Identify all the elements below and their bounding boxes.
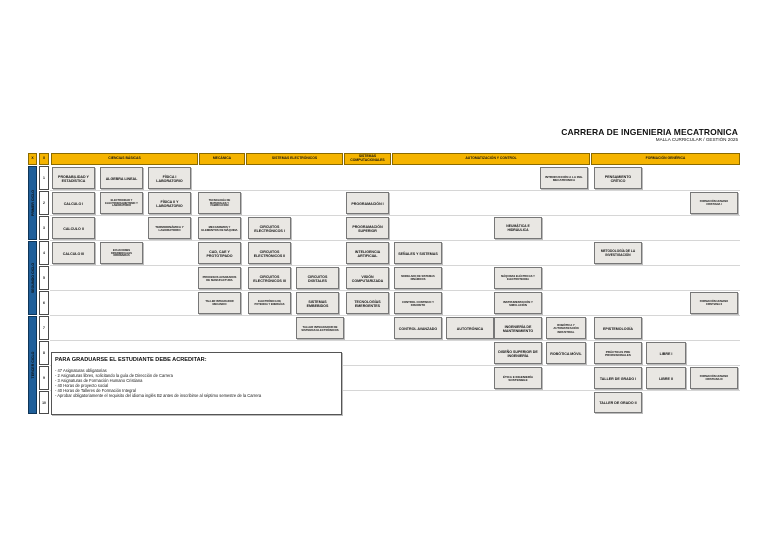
course-card — [198, 242, 241, 264]
course-prereq-mark — [595, 386, 641, 389]
course-card — [494, 342, 542, 364]
course-card — [296, 267, 339, 289]
course-prereq-mark — [395, 336, 441, 339]
course-name: PROGRAMACIÓN SUPERIOR — [352, 224, 383, 233]
course-prereq-mark — [347, 261, 388, 264]
year-label: TERCER CICLO — [30, 351, 35, 379]
course-card — [646, 367, 686, 389]
course-card — [296, 317, 344, 339]
course-name: CIRCUITOS ELECTRÓNICOS I — [254, 224, 285, 233]
course-card — [198, 192, 241, 214]
course-card — [690, 367, 738, 389]
course-name: CIRCUITOS DIGITALES — [307, 274, 328, 283]
course-prereq-mark — [347, 236, 388, 239]
course-card — [646, 342, 686, 364]
course-prereq-mark — [495, 311, 541, 314]
course-prereq-mark — [249, 236, 290, 239]
course-card — [494, 317, 542, 339]
course-card — [594, 367, 642, 389]
requirement-line: - 40 Horas de proyecto social — [55, 383, 109, 389]
course-card — [148, 167, 191, 189]
course-prereq-mark — [101, 186, 142, 189]
course-name: TERMODINÁMICA Y LABORATORIO — [155, 224, 184, 232]
course-card — [248, 242, 291, 264]
course-prereq-mark — [595, 361, 641, 364]
course-prereq-mark — [395, 286, 441, 289]
course-name: CALCULO III — [62, 251, 85, 256]
semester-number: 2 — [39, 191, 49, 215]
course-prereq-mark — [691, 386, 737, 389]
course-card — [594, 392, 642, 413]
course-name: MODELADO DE SISTEMAS DINÁMICOS — [401, 275, 435, 281]
course-name: FÍSICA II Y LABORATORIO — [156, 199, 183, 208]
course-prereq-mark — [595, 186, 641, 189]
course-name: FORMACIÓN HUMANO CRISTIANA III — [699, 375, 729, 381]
course-name: VISIÓN COMPUTARIZADA — [351, 274, 384, 283]
course-card — [52, 167, 95, 189]
course-name: AUTOTRÓNICA — [456, 326, 484, 331]
course-prereq-mark — [199, 311, 240, 314]
course-card — [494, 367, 542, 389]
course-name: PENSAMIENTO CRÍTICO — [604, 174, 632, 183]
course-name: FORMACIÓN HUMANO CRISTIANA I — [699, 200, 729, 206]
course-card — [148, 217, 191, 239]
semester-number: 10 — [39, 391, 49, 414]
course-name: FORMACIÓN HUMANO CRISTIANA II — [699, 300, 729, 306]
category-header: MECÁNICA — [199, 153, 245, 165]
course-prereq-mark — [541, 186, 587, 189]
course-card — [594, 167, 642, 189]
year-label: PRIMER CICLO — [30, 189, 35, 217]
course-prereq-mark — [395, 261, 441, 264]
course-card — [100, 192, 143, 214]
course-name: ÉTICA E INGENIERÍA SOSTENIBLE — [502, 374, 534, 382]
course-prereq-mark — [149, 186, 190, 189]
course-card — [148, 192, 191, 214]
course-prereq-mark — [53, 211, 94, 214]
course-name: INTRODUCCIÓN A LA ING. MECATRONICA — [545, 174, 583, 182]
course-name: TECNOLOGÍA DE MATERIALES Y FABRICACIÓN — [208, 198, 231, 208]
course-card — [346, 217, 389, 239]
course-name: TALLER INTEGRADOR DE SISTEMAS ELECTRÓNICOS — [301, 324, 339, 332]
course-name: CIRCUITOS ELECTRÓNICOS II — [253, 249, 286, 258]
course-card — [346, 192, 389, 214]
requirement-line: - Aprobar obligatoriamente el requisito del idioma inglés B2 antes de inscribirse al séptimo semestre de la Carrera — [55, 393, 262, 399]
course-card — [494, 292, 542, 314]
course-prereq-mark — [495, 386, 541, 389]
course-name: PROBABILIDAD Y ESTADÍSTICA — [58, 174, 89, 183]
row-divider — [50, 215, 740, 216]
year-label: SEGUNDO CICLO — [30, 262, 35, 294]
course-prereq-mark — [595, 336, 641, 339]
course-card — [52, 192, 95, 214]
year-block — [28, 316, 37, 414]
year-block — [28, 241, 37, 315]
course-card — [100, 167, 143, 189]
course-name: CAD, CAE Y PROTOTIPADO — [206, 249, 233, 258]
corner-cell-left: X — [28, 153, 37, 165]
corner-cell-right: X — [39, 153, 49, 165]
course-prereq-mark — [199, 261, 240, 264]
course-prereq-mark — [347, 286, 388, 289]
course-name: METODOLOGÍA DE LA INVESTIGACIÓN — [600, 249, 636, 257]
course-name: LIBRE II — [659, 376, 673, 381]
course-name: ELECTRICIDAD Y ELECTROMAGNETISMO Y LABORATORIO — [105, 198, 138, 208]
course-name: CONTROL AVANZADO — [398, 326, 438, 331]
course-prereq-mark — [297, 336, 343, 339]
course-prereq-mark — [447, 336, 493, 339]
course-prereq-mark — [495, 286, 541, 289]
course-card — [690, 192, 738, 214]
course-name: TALLER DE GRADO I — [599, 376, 637, 381]
row-divider — [50, 315, 740, 316]
course-name: ALGEBRA LINEAL — [105, 176, 138, 181]
row-divider — [50, 290, 740, 291]
course-card — [198, 292, 241, 314]
course-name: TECNOLOGÍAS EMERGENTES — [354, 299, 381, 308]
course-prereq-mark — [297, 286, 338, 289]
course-prereq-mark — [495, 236, 541, 239]
course-prereq-mark — [595, 261, 641, 264]
course-card — [346, 292, 389, 314]
course-prereq-mark — [149, 236, 190, 239]
course-prereq-mark — [595, 410, 641, 413]
course-card — [394, 242, 442, 264]
course-name: MÁQUINAS ELÉCTRICAS Y ELECTROTECNIA — [501, 275, 535, 281]
course-prereq-mark — [199, 211, 240, 214]
course-prereq-mark — [149, 211, 190, 214]
course-name: NEUMÁTICA E HIDRÁULICA — [506, 224, 530, 232]
course-name: ROBÓTICA Y AUTOMATIZACIÓN INDUSTRIAL — [553, 323, 579, 334]
course-name: ROBÓTICA MÓVIL — [550, 351, 582, 356]
course-prereq-mark — [297, 311, 338, 314]
requirement-line: - 3 Asignaturas de Formación Humano Cristiana — [55, 378, 143, 384]
category-header: SISTEMAS COMPUTACIONALES — [344, 153, 391, 165]
category-header: FORMACIÓN GENÉRICA — [591, 153, 740, 165]
course-card — [494, 217, 542, 239]
course-name: INSTRUMENTACIÓN Y SIMULACIÓN — [503, 299, 533, 307]
course-card — [446, 317, 494, 339]
course-card — [346, 267, 389, 289]
semester-number: 1 — [39, 166, 49, 190]
course-name: PRÁCTICAS PRE PROFESIONALES — [605, 349, 631, 357]
course-prereq-mark — [647, 361, 685, 364]
semester-number: 8 — [39, 341, 49, 365]
course-prereq-mark — [53, 236, 94, 239]
course-name: DISEÑO SUPERIOR DE INGENIERÍA — [498, 349, 538, 358]
course-name: FÍSICA I LABORATORIO — [156, 174, 183, 183]
course-prereq-mark — [547, 336, 585, 339]
course-name: SEÑALES Y SISTEMAS — [398, 251, 438, 256]
course-card — [594, 342, 642, 364]
course-card — [346, 242, 389, 264]
course-card — [296, 292, 339, 314]
course-name: INTELIGENCIA ARTIFICIAL — [354, 249, 381, 258]
course-card — [546, 317, 586, 339]
course-prereq-mark — [347, 211, 388, 214]
course-name: PROCESOS AVANZADOS DE MANUFACTURA — [202, 274, 237, 282]
category-header: AUTOMATIZACIÓN Y CONTROL — [392, 153, 590, 165]
course-prereq-mark — [395, 311, 441, 314]
course-name: CIRCUITOS ELECTRÓNICOS III — [253, 274, 286, 283]
course-prereq-mark — [691, 211, 737, 214]
course-card — [248, 292, 291, 314]
requirement-line: - 40 Horas de Talleres de Formación Integral — [55, 388, 136, 394]
course-prereq-mark — [547, 361, 585, 364]
semester-number: 6 — [39, 291, 49, 315]
course-card — [52, 217, 95, 239]
course-name: EPISTEMOLOGÍA — [603, 326, 633, 331]
course-card — [540, 167, 588, 189]
graduation-requirements — [51, 352, 342, 415]
requirement-line: - 47 Asignaturas obligatorias — [55, 368, 107, 373]
course-card — [248, 217, 291, 239]
course-prereq-mark — [347, 311, 388, 314]
course-name: ELECTRÓNICA DE POTENCIA Y ENERGÍAS — [254, 300, 285, 306]
course-prereq-mark — [199, 236, 240, 239]
course-prereq-mark — [101, 211, 142, 214]
year-block — [28, 166, 37, 240]
course-card — [52, 242, 95, 264]
semester-number: 4 — [39, 241, 49, 265]
course-card — [198, 217, 241, 239]
course-name: TALLER DE GRADO II — [599, 401, 637, 406]
course-prereq-mark — [101, 261, 142, 264]
course-name: MECANISMOS Y ELEMENTOS DE MÁQUINA — [201, 224, 238, 232]
semester-number: 9 — [39, 366, 49, 390]
course-name: LIBRE I — [659, 351, 673, 356]
course-card — [394, 317, 442, 339]
course-card — [594, 317, 642, 339]
course-card — [394, 267, 442, 289]
course-card — [494, 267, 542, 289]
course-card — [546, 342, 586, 364]
page-subtitle: MALLA CURRICULAR / GESTIÓN 2025 — [655, 137, 738, 142]
requirement-line: - 2 Asignaturas libres, solicitando la guía de Dirección de Carrera — [55, 373, 173, 379]
course-name: PROGRAMACIÓN I — [351, 201, 384, 206]
course-name: CALCULO II — [63, 226, 84, 231]
course-name: SISTEMAS EMBEBIDOS — [306, 299, 329, 308]
row-divider — [50, 265, 740, 266]
course-prereq-mark — [53, 186, 94, 189]
course-prereq-mark — [495, 361, 541, 364]
course-name: INGENIERÍA DE MANTENIMIENTO — [502, 324, 534, 333]
course-card — [594, 242, 642, 264]
course-prereq-mark — [199, 286, 240, 289]
course-prereq-mark — [249, 311, 290, 314]
course-prereq-mark — [691, 311, 737, 314]
semester-number: 5 — [39, 266, 49, 290]
course-card — [394, 292, 442, 314]
semester-number: 3 — [39, 216, 49, 240]
course-card — [100, 242, 143, 264]
row-divider — [50, 190, 740, 191]
course-name: CONTROL CONTINUO Y DISCRETO — [401, 299, 435, 307]
course-card — [198, 267, 241, 289]
row-divider — [50, 340, 740, 341]
course-card — [248, 267, 291, 289]
course-card — [690, 292, 738, 314]
course-name: ECUACIONES DIFERENCIALES ORDINARIAS — [111, 248, 132, 258]
category-header: CIENCIAS BÁSICAS — [51, 153, 198, 165]
course-prereq-mark — [647, 386, 685, 389]
course-prereq-mark — [249, 261, 290, 264]
graduation-title: PARA GRADUARSE EL ESTUDIANTE DEBE ACREDITAR: — [55, 357, 207, 363]
course-name: TALLER INTEGRADOR MECANICO — [205, 300, 234, 306]
course-prereq-mark — [249, 286, 290, 289]
semester-number: 7 — [39, 316, 49, 340]
page-title: CARRERA DE INGENIERIA MECATRONICA — [561, 127, 738, 137]
category-header: SISTEMAS ELECTRÓNICOS — [246, 153, 343, 165]
course-prereq-mark — [495, 336, 541, 339]
row-divider — [50, 240, 740, 241]
course-prereq-mark — [53, 261, 94, 264]
course-name: CALCULO I — [63, 201, 84, 206]
